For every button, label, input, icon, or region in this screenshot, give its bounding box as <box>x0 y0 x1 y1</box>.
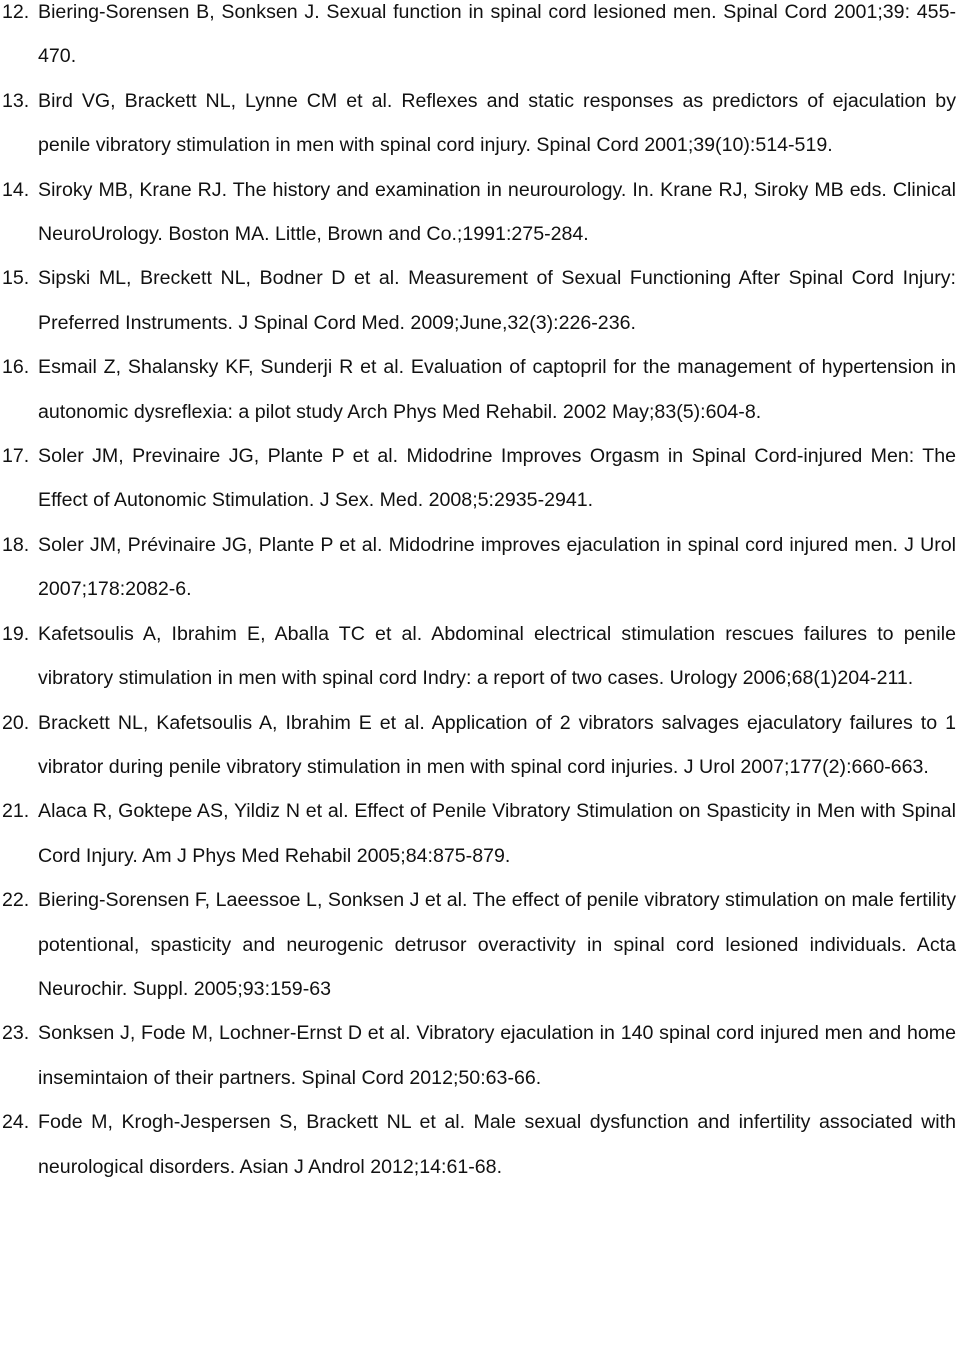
reference-number: 24. <box>2 1111 30 1134</box>
reference-item-23 <box>2 1011 956 1100</box>
reference-text: Fode M, Krogh-Jespersen S, Brackett NL et al. Male sexual dysfunction and infertility associated with neurological disorders. Asian J Androl 2012;14:61-68. <box>38 1111 956 1178</box>
reference-item-22 <box>2 878 956 1011</box>
reference-number: 19. <box>2 622 30 645</box>
reference-number: 13. <box>2 89 30 112</box>
reference-text: Brackett NL, Kafetsoulis A, Ibrahim E et al. Application of 2 vibrators salvages ejaculatory failures to 1 vibrator during penile vibratory stimulation in men with spinal cord injuries. J Urol 2007;177(2):660-663. <box>38 711 956 778</box>
reference-number: 17. <box>2 445 30 468</box>
reference-number: 15. <box>2 267 30 290</box>
reference-number: 14. <box>2 178 30 201</box>
reference-number: 18. <box>2 533 30 556</box>
reference-item-20 <box>2 701 956 790</box>
reference-item-16 <box>2 345 956 434</box>
reference-item-14 <box>2 168 956 257</box>
reference-number: 20. <box>2 711 30 734</box>
reference-item-13 <box>2 79 956 168</box>
reference-text: Biering-Sorensen B, Sonksen J. Sexual function in spinal cord lesioned men. Spinal Cord 2001;39: 455-470. <box>38 1 956 68</box>
reference-text: Sonksen J, Fode M, Lochner-Ernst D et al. Vibratory ejaculation in 140 spinal cord injured men and home insemintaion of their partners. Spinal Cord 2012;50:63-66. <box>38 1022 956 1089</box>
reference-text: Siroky MB, Krane RJ. The history and examination in neurourology. In. Krane RJ, Siroky MB eds. Clinical NeuroUrology. Boston MA. Little, Brown and Co.;1991:275-284. <box>38 178 956 246</box>
reference-item-17 <box>2 434 956 523</box>
reference-text: Esmail Z, Shalansky KF, Sunderji R et al. Evaluation of captopril for the management of hypertension in autonomic dysreflexia: a pilot study Arch Phys Med Rehabil. 2002 May;83(5):604-8. <box>38 356 956 423</box>
reference-list <box>2 0 956 1189</box>
reference-item-21 <box>2 789 956 878</box>
reference-text: Sipski ML, Breckett NL, Bodner D et al. Measurement of Sexual Functioning After Spinal Cord Injury: Preferred Instruments. J Spinal Cord Med. 2009;June,32(3):226-236. <box>38 267 956 334</box>
reference-number: 12. <box>2 1 30 23</box>
reference-item-24 <box>2 1100 956 1189</box>
reference-item-15 <box>2 256 956 345</box>
reference-text: Alaca R, Goktepe AS, Yildiz N et al. Effect of Penile Vibratory Stimulation on Spasticity in Men with Spinal Cord Injury. Am J Phys Med Rehabil 2005;84:875-879. <box>38 800 956 867</box>
reference-text: Soler JM, Prévinaire JG, Plante P et al. Midodrine improves ejaculation in spinal cord injured men. J Urol 2007;178:2082-6. <box>38 533 956 601</box>
reference-number: 21. <box>2 800 30 823</box>
reference-item-18 <box>2 523 956 612</box>
reference-number: 23. <box>2 1022 30 1045</box>
reference-text: Soler JM, Previnaire JG, Plante P et al. Midodrine Improves Orgasm in Spinal Cord-injured Men: The Effect of Autonomic Stimulation. J Sex. Med. 2008;5:2935-2941. <box>38 445 956 512</box>
reference-number: 22. <box>2 889 30 912</box>
reference-item-19 <box>2 612 956 701</box>
reference-text: Kafetsoulis A, Ibrahim E, Aballa TC et al. Abdominal electrical stimulation rescues failures to penile vibratory stimulation in men with spinal cord Indry: a report of two cases. Urology 2006;68(1)204-211. <box>38 622 956 690</box>
reference-text: Biering-Sorensen F, Laeessoe L, Sonksen J et al. The effect of penile vibratory stimulation on male fertility potentional, spasticity and neurogenic detrusor overactivity in spinal cord lesioned individuals. Acta Neurochir. Suppl. 2005;93:159-63 <box>38 889 956 1000</box>
reference-item-12 <box>2 0 956 79</box>
reference-number: 16. <box>2 356 30 379</box>
reference-text: Bird VG, Brackett NL, Lynne CM et al. Reflexes and static responses as predictors of ejaculation by penile vibratory stimulation in men with spinal cord injury. Spinal Cord 2001;39(10):514-519. <box>38 89 956 157</box>
